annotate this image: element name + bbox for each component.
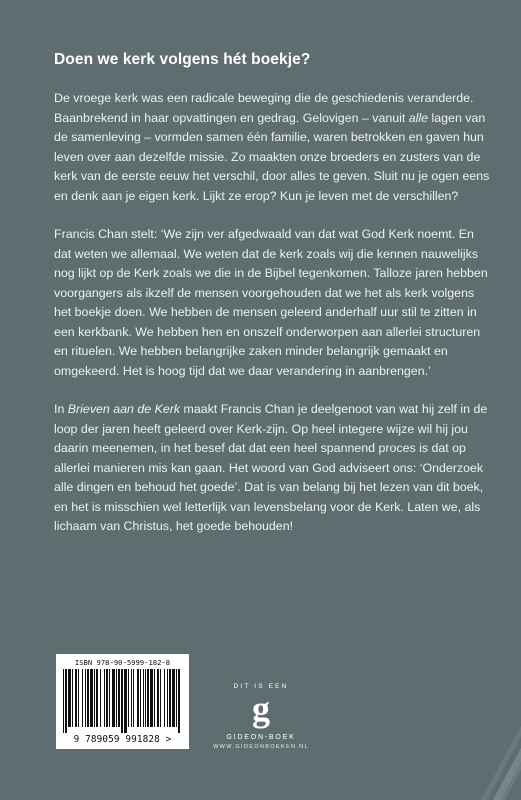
barcode-bar bbox=[121, 669, 123, 733]
barcode-bar bbox=[82, 669, 83, 727]
barcode-bar bbox=[100, 669, 101, 727]
barcode-bar bbox=[176, 669, 177, 727]
barcode-bar bbox=[94, 669, 95, 727]
isbn-label: ISBN 978-90-5999-182-8 bbox=[74, 658, 171, 667]
barcode-digits: 9 789059 991828 > bbox=[73, 734, 172, 745]
blurb-paragraph-2: Francis Chan stelt: ‘We zijn ver afgedwaald van dat wat God Kerk noemt. En dat weten we allemaal. We weten dat de kerk zoals wij die kennen nauwelijks nog lijkt op de Kerk zoals we die in de Bijbel tegenkomen. Talloze jaren hebben voorgangers als ikzelf de mensen voorgehouden dat we het als kerk volgens het boekje doen. We hebben de mensen geleerd anderhalf uur stil te zitten in een kerkbank. We hebben hen en onszelf onderworpen aan allerlei structuren en rituelen. We hebben belangrijke zaken minder belangrijk gemaakt en omgekeerd. Het is hoog tijd dat we daar verandering in aanbrengen.’ bbox=[54, 227, 488, 378]
barcode-bar bbox=[104, 669, 105, 727]
barcode-bar bbox=[68, 669, 71, 727]
barcode-bar bbox=[78, 669, 79, 727]
corner-stripes-decoration bbox=[431, 690, 521, 800]
barcode-bar bbox=[118, 669, 120, 727]
barcode-bar bbox=[124, 669, 127, 733]
barcode-bar bbox=[172, 669, 175, 727]
barcode-bar bbox=[112, 669, 115, 727]
barcode-bar bbox=[96, 669, 98, 727]
barcode-bar bbox=[72, 669, 73, 727]
barcode-bar bbox=[133, 669, 134, 727]
barcode-bar bbox=[167, 669, 168, 727]
barcode-bar bbox=[145, 669, 146, 727]
barcode-bar bbox=[150, 669, 153, 727]
blurb-text bbox=[54, 89, 490, 537]
barcode-bar bbox=[106, 669, 108, 727]
barcode-bar bbox=[131, 669, 132, 727]
paragraph-1-emphasis: alle bbox=[408, 110, 429, 125]
barcode-bar bbox=[90, 669, 93, 727]
publisher-url: WWW.GIDEONBOEKEN.NL bbox=[213, 744, 309, 750]
barcode-bar bbox=[169, 669, 171, 727]
publisher-name: GIDEON-BOEK bbox=[226, 734, 296, 741]
barcode-bar bbox=[116, 669, 117, 727]
paragraph-3-text: maakt Francis Chan je deelgenoot van wat hij zelf in de loop der jaren heeft geleerd over Kerk-zijn. Op heel integere wijze wil hij jou daarin meenemen, in het besef dat dat een heel spannend proces is dat op allerlei manieren mis kan gaan. Het woord van God adviseert ons: ‘Onderzoek alle dingen en behoud het goede’. Dat is van belang bij het lezen van dit boek, en het is misschien wel letterlijk van levensbelang voor de Kerk. Laten we, als lichaam van Christus, het goede behouden! bbox=[54, 402, 488, 533]
barcode-bar bbox=[87, 669, 89, 727]
barcode-bar bbox=[178, 669, 180, 733]
paragraph-1-text: De vroege kerk was een radicale beweging die de geschiedenis veranderde. Baanbrekend in haar opvattingen en gedrag. Gelovigen – vanuit bbox=[54, 91, 474, 125]
barcode-bar bbox=[154, 669, 155, 727]
gideon-logo-icon bbox=[246, 694, 276, 732]
barcode-bar bbox=[65, 669, 67, 733]
barcode-bar bbox=[147, 669, 149, 727]
book-title: Brieven aan de Kerk bbox=[67, 402, 181, 416]
blurb-paragraph-1 bbox=[54, 89, 490, 206]
paragraph-3-prefix: In bbox=[54, 402, 68, 416]
barcode-bar bbox=[75, 669, 77, 727]
barcode-bar bbox=[143, 669, 144, 727]
paragraph-1-text-continued: lagen van de samenleving – vormden samen één familie, waren betrokken en gaven hun leven over aan dezelfde missie. Zo maakten onze broeders en zusters van de kerk van de eerste eeuw het verschil, door alles te geven. Sluit nu je ogen eens en denk aan je eigen kerk. Lijkt ze erop? Kun je leven met de verschillen? bbox=[54, 110, 490, 203]
barcode-bar bbox=[157, 669, 159, 727]
barcode-bar bbox=[160, 669, 161, 727]
blurb-paragraph-3 bbox=[54, 400, 490, 537]
barcode-bar bbox=[128, 669, 129, 727]
logo-letter: g bbox=[252, 694, 270, 729]
cover-heading: Doen we kerk volgens hét boekje? bbox=[54, 51, 311, 68]
barcode-bar bbox=[109, 669, 110, 727]
barcode-bar bbox=[63, 669, 64, 733]
barcode-bar bbox=[140, 669, 141, 727]
barcode-icon bbox=[63, 669, 182, 733]
publisher-logo bbox=[206, 683, 316, 750]
isbn-barcode bbox=[56, 654, 189, 749]
barcode-bar bbox=[137, 669, 139, 727]
publisher-tagline: DIT IS EEN bbox=[233, 683, 289, 690]
barcode-bar bbox=[85, 669, 86, 727]
barcode-bar bbox=[164, 669, 165, 727]
